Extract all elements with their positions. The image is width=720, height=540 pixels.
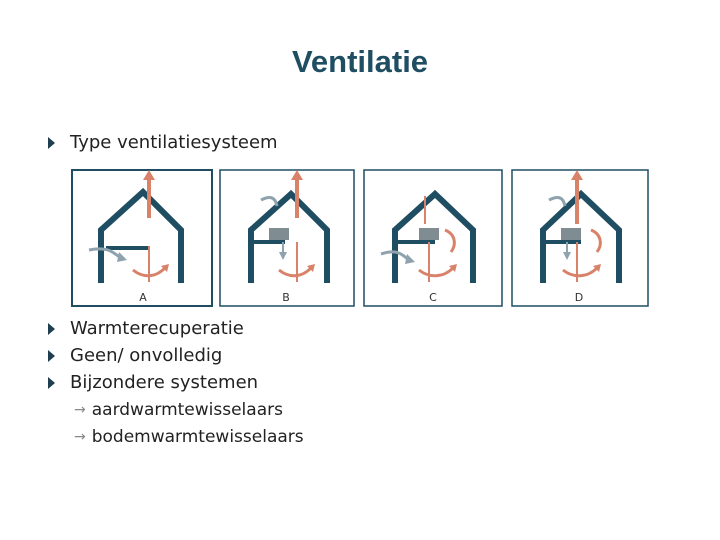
bullet-arrow-icon [48, 137, 55, 149]
bullet-arrow-icon [48, 377, 55, 389]
slide-title: Ventilatie [291, 44, 429, 79]
sub-bullet-text: bodemwarmtewisselaars [91, 427, 304, 447]
panel-b [220, 170, 354, 306]
bullet-ventilation-type [48, 132, 278, 153]
panel-a [72, 170, 212, 306]
sub-bullet-text: aardwarmtewisselaars [91, 400, 283, 420]
panel-b-label: B [282, 291, 290, 304]
bullet-warmterecuperatie [48, 318, 244, 339]
panel-c [364, 170, 502, 306]
bullet-bijzondere-systemen [48, 372, 258, 393]
sub-arrow-icon: → [74, 429, 86, 445]
bullet-text: Geen/ onvolledig [70, 345, 223, 366]
bullet-text: Bijzondere systemen [70, 372, 259, 393]
bullet-text: Type ventilatiesysteem [70, 132, 278, 153]
ventilation-systems-figure [71, 168, 651, 308]
bullet-arrow-icon [48, 350, 55, 362]
panel-a-label: A [139, 291, 147, 304]
bullet-arrow-icon [48, 323, 55, 335]
sub-bullet-aardwarmtewisselaars [74, 400, 283, 420]
bullet-text: Warmterecuperatie [70, 318, 244, 339]
panel-d [512, 170, 648, 306]
panel-c-label: C [429, 291, 437, 304]
sub-arrow-icon: → [74, 402, 86, 418]
panel-d-label: D [574, 291, 584, 304]
sub-bullet-bodemwarmtewisselaars [74, 427, 304, 447]
bullet-geen-onvolledig [48, 345, 222, 366]
